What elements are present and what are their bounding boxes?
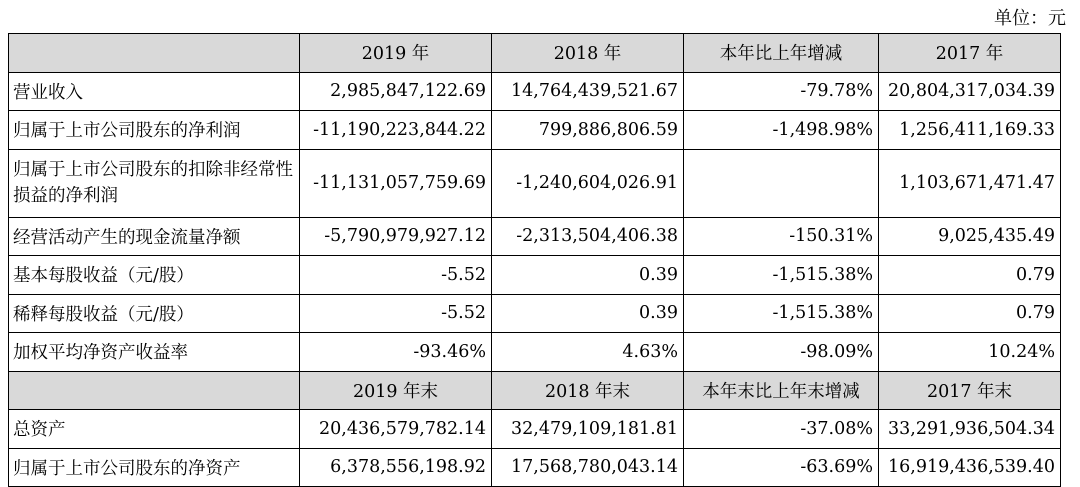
- value-2018: 799,886,806.59: [492, 111, 684, 150]
- table-row: [9, 256, 1061, 295]
- value-change: [684, 149, 879, 217]
- table-row: [9, 72, 1061, 111]
- value-change: -79.78%: [684, 72, 879, 111]
- header-cell-blank: [9, 371, 300, 410]
- value-change: -63.69%: [684, 448, 879, 487]
- header-row-annual: [9, 34, 1061, 73]
- value-2019: 20,436,579,782.14: [300, 410, 492, 449]
- value-2019: -5,790,979,927.12: [300, 217, 492, 256]
- value-change: -150.31%: [684, 217, 879, 256]
- table-row: [9, 149, 1061, 217]
- value-2018: 17,568,780,043.14: [492, 448, 684, 487]
- value-2019: 6,378,556,198.92: [300, 448, 492, 487]
- value-change: -1,498.98%: [684, 111, 879, 150]
- row-label: 总资产: [9, 410, 300, 449]
- row-label: 归属于上市公司股东的净利润: [9, 111, 300, 150]
- header-cell-2018: 2018 年: [492, 34, 684, 73]
- table-row: [9, 217, 1061, 256]
- header-cell-2019-end: 2019 年末: [300, 371, 492, 410]
- value-change: -98.09%: [684, 333, 879, 372]
- value-2018: 4.63%: [492, 333, 684, 372]
- table-row: [9, 410, 1061, 449]
- row-label: 加权平均净资产收益率: [9, 333, 300, 372]
- value-2019: -93.46%: [300, 333, 492, 372]
- value-2017: 10.24%: [879, 333, 1061, 372]
- financial-table: [8, 33, 1061, 487]
- value-change: -1,515.38%: [684, 256, 879, 295]
- unit-label: 单位：元: [994, 8, 1066, 29]
- value-change: -37.08%: [684, 410, 879, 449]
- row-label: 营业收入: [9, 72, 300, 111]
- value-2017: 20,804,317,034.39: [879, 72, 1061, 111]
- row-label: 归属于上市公司股东的净资产: [9, 448, 300, 487]
- row-label: 基本每股收益（元/股）: [9, 256, 300, 295]
- table-row: [9, 333, 1061, 372]
- table-row: [9, 111, 1061, 150]
- row-label: 归属于上市公司股东的扣除非经常性损益的净利润: [9, 149, 300, 217]
- table-row: [9, 294, 1061, 333]
- value-2019: 2,985,847,122.69: [300, 72, 492, 111]
- value-2019: -5.52: [300, 294, 492, 333]
- value-2018: 32,479,109,181.81: [492, 410, 684, 449]
- header-cell-blank: [9, 34, 300, 73]
- value-2017: 33,291,936,504.34: [879, 410, 1061, 449]
- value-2019: -11,190,223,844.22: [300, 111, 492, 150]
- row-label: 稀释每股收益（元/股）: [9, 294, 300, 333]
- value-2017: 0.79: [879, 256, 1061, 295]
- value-2018: 0.39: [492, 294, 684, 333]
- header-cell-2019: 2019 年: [300, 34, 492, 73]
- header-cell-2018-end: 2018 年末: [492, 371, 684, 410]
- header-cell-change-end: 本年末比上年末增减: [684, 371, 879, 410]
- value-2017: 1,103,671,471.47: [879, 149, 1061, 217]
- value-2018: -1,240,604,026.91: [492, 149, 684, 217]
- value-change: -1,515.38%: [684, 294, 879, 333]
- header-row-yearend: [9, 371, 1061, 410]
- value-2017: 9,025,435.49: [879, 217, 1061, 256]
- value-2019: -11,131,057,759.69: [300, 149, 492, 217]
- header-cell-change: 本年比上年增减: [684, 34, 879, 73]
- value-2017: 0.79: [879, 294, 1061, 333]
- header-cell-2017-end: 2017 年末: [879, 371, 1061, 410]
- value-2018: -2,313,504,406.38: [492, 217, 684, 256]
- row-label: 经营活动产生的现金流量净额: [9, 217, 300, 256]
- value-2018: 0.39: [492, 256, 684, 295]
- value-2017: 1,256,411,169.33: [879, 111, 1061, 150]
- table-row: [9, 448, 1061, 487]
- value-2019: -5.52: [300, 256, 492, 295]
- value-2018: 14,764,439,521.67: [492, 72, 684, 111]
- header-cell-2017: 2017 年: [879, 34, 1061, 73]
- value-2017: 16,919,436,539.40: [879, 448, 1061, 487]
